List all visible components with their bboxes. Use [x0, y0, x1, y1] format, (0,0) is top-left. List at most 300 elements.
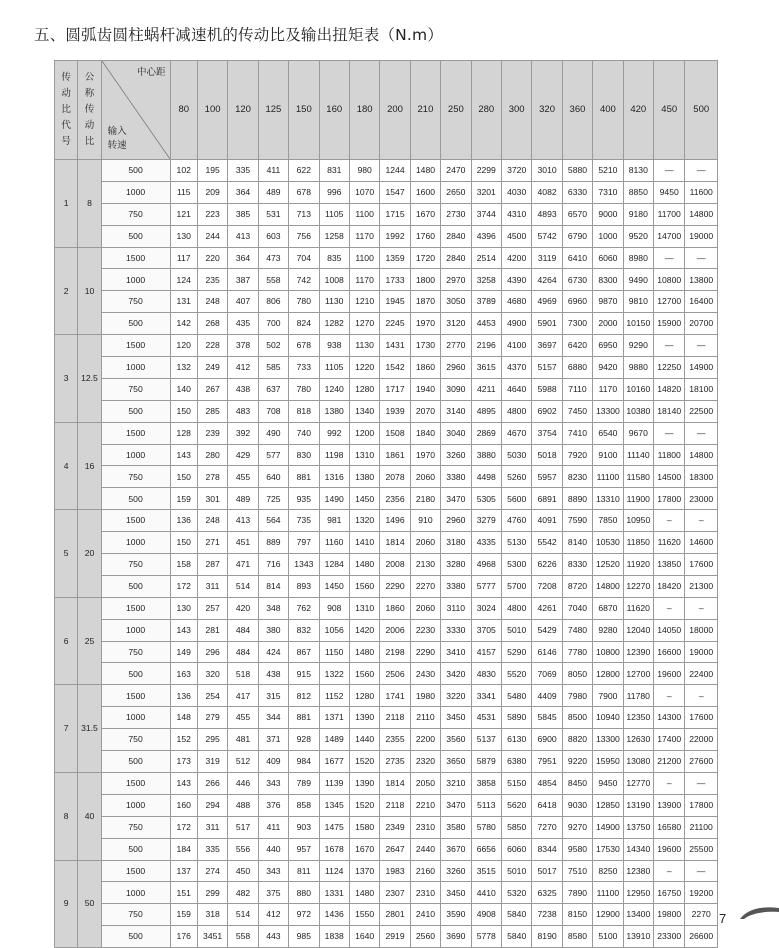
- torque-cell: 5010: [501, 619, 531, 641]
- torque-cell: 438: [228, 378, 258, 400]
- torque-cell: 1800: [410, 269, 440, 291]
- torque-cell: 244: [197, 225, 227, 247]
- torque-cell: 14900: [593, 816, 623, 838]
- torque-cell: 2320: [410, 751, 440, 773]
- table-row: [55, 313, 718, 335]
- torque-cell: 1670: [410, 203, 440, 225]
- torque-cell: 7850: [593, 510, 623, 532]
- torque-cell: 8980: [623, 247, 653, 269]
- torque-cell: 556: [228, 838, 258, 860]
- table-row: [55, 838, 718, 860]
- ratio-code-cell: 1: [55, 160, 78, 248]
- torque-cell: 8720: [562, 575, 592, 597]
- torque-cell: 6226: [532, 554, 562, 576]
- header-code: [55, 61, 78, 160]
- torque-cell: –: [654, 772, 685, 794]
- torque-cell: —: [685, 160, 718, 182]
- torque-cell: 981: [319, 510, 349, 532]
- torque-cell: 502: [258, 335, 288, 357]
- torque-cell: 835: [319, 247, 349, 269]
- torque-cell: 2840: [441, 247, 471, 269]
- torque-cell: 12040: [623, 619, 653, 641]
- torque-cell: 12700: [623, 663, 653, 685]
- header-center-150: 150: [289, 61, 319, 160]
- input-speed-cell: 1000: [101, 532, 170, 554]
- torque-cell: 267: [197, 378, 227, 400]
- torque-cell: 2349: [380, 816, 410, 838]
- torque-cell: 637: [258, 378, 288, 400]
- torque-cell: 514: [228, 575, 258, 597]
- torque-cell: 5780: [471, 816, 501, 838]
- torque-cell: 7890: [562, 882, 592, 904]
- torque-cell: 14800: [685, 203, 718, 225]
- table-row: [55, 597, 718, 619]
- table-row: [55, 619, 718, 641]
- torque-cell: 716: [258, 554, 288, 576]
- torque-cell: 832: [289, 619, 319, 641]
- torque-cell: 1440: [349, 729, 379, 751]
- center-distance-label: 中心距: [137, 67, 166, 78]
- torque-cell: —: [654, 160, 685, 182]
- torque-cell: 2060: [410, 597, 440, 619]
- torque-cell: 3280: [441, 554, 471, 576]
- table-row: [55, 532, 718, 554]
- torque-cell: 9180: [623, 203, 653, 225]
- torque-cell: 908: [319, 597, 349, 619]
- torque-cell: 6330: [562, 181, 592, 203]
- torque-cell: 279: [197, 707, 227, 729]
- torque-cell: 13800: [685, 269, 718, 291]
- input-speed-cell: 1500: [101, 597, 170, 619]
- torque-cell: 1371: [319, 707, 349, 729]
- torque-cell: 3279: [471, 510, 501, 532]
- torque-cell: 440: [258, 838, 288, 860]
- torque-cell: 25500: [685, 838, 718, 860]
- torque-cell: 678: [289, 335, 319, 357]
- torque-cell: 21100: [685, 816, 718, 838]
- torque-cell: 22500: [685, 400, 718, 422]
- table-row: [55, 882, 718, 904]
- torque-cell: 700: [258, 313, 288, 335]
- torque-cell: 248: [197, 291, 227, 313]
- nominal-ratio-cell: 10: [78, 247, 101, 335]
- torque-cell: 12380: [623, 860, 653, 882]
- torque-cell: 12900: [593, 904, 623, 926]
- torque-cell: 311: [197, 816, 227, 838]
- torque-cell: 143: [170, 444, 197, 466]
- torque-cell: 2078: [380, 466, 410, 488]
- torque-cell: 12850: [593, 794, 623, 816]
- torque-cell: 2506: [380, 663, 410, 685]
- torque-cell: 1240: [319, 378, 349, 400]
- torque-cell: 11780: [623, 685, 653, 707]
- torque-cell: 4409: [532, 685, 562, 707]
- torque-cell: 1139: [319, 772, 349, 794]
- input-speed-cell: 500: [101, 663, 170, 685]
- torque-cell: 5429: [532, 619, 562, 641]
- torque-cell: 7980: [562, 685, 592, 707]
- torque-cell: 4895: [471, 400, 501, 422]
- torque-cell: 1198: [319, 444, 349, 466]
- torque-cell: 2110: [410, 707, 440, 729]
- torque-cell: 3380: [441, 466, 471, 488]
- torque-cell: 14820: [654, 378, 685, 400]
- torque-cell: 299: [197, 882, 227, 904]
- torque-cell: 435: [228, 313, 258, 335]
- torque-cell: 136: [170, 510, 197, 532]
- torque-cell: 3789: [471, 291, 501, 313]
- torque-cell: 622: [289, 160, 319, 182]
- torque-cell: 6060: [501, 838, 531, 860]
- header-center-400: 400: [593, 61, 623, 160]
- input-speed-cell: 500: [101, 225, 170, 247]
- torque-cell: 22000: [685, 729, 718, 751]
- torque-cell: 13310: [593, 488, 623, 510]
- torque-cell: 2960: [441, 510, 471, 532]
- torque-cell: 376: [258, 794, 288, 816]
- input-speed-cell: 1500: [101, 772, 170, 794]
- torque-cell: 4969: [532, 291, 562, 313]
- torque-cell: 1270: [349, 313, 379, 335]
- torque-cell: 12250: [654, 357, 685, 379]
- torque-cell: 301: [197, 488, 227, 510]
- table-row: [55, 926, 718, 948]
- torque-cell: 5777: [471, 575, 501, 597]
- torque-cell: 518: [228, 663, 258, 685]
- torque-cell: 12630: [623, 729, 653, 751]
- torque-cell: 7110: [562, 378, 592, 400]
- ratio-code-cell: 5: [55, 510, 78, 598]
- header-diagonal: [101, 61, 170, 160]
- torque-cell: 1450: [319, 575, 349, 597]
- torque-cell: 3697: [532, 335, 562, 357]
- torque-cell: 5300: [501, 554, 531, 576]
- torque-cell: 5742: [532, 225, 562, 247]
- torque-table: [54, 60, 718, 948]
- torque-cell: 9880: [623, 357, 653, 379]
- torque-cell: 4157: [471, 641, 501, 663]
- torque-cell: 725: [258, 488, 288, 510]
- table-row: [55, 335, 718, 357]
- torque-cell: 4640: [501, 378, 531, 400]
- torque-cell: 348: [258, 597, 288, 619]
- torque-cell: 1359: [380, 247, 410, 269]
- torque-cell: 957: [289, 838, 319, 860]
- torque-cell: 228: [197, 335, 227, 357]
- table-row: [55, 816, 718, 838]
- torque-cell: 2180: [410, 488, 440, 510]
- nominal-ratio-cell: 50: [78, 860, 101, 948]
- torque-cell: –: [654, 685, 685, 707]
- torque-cell: 4261: [532, 597, 562, 619]
- torque-cell: 1939: [380, 400, 410, 422]
- torque-cell: —: [685, 422, 718, 444]
- torque-cell: 21200: [654, 751, 685, 773]
- torque-cell: 6730: [562, 269, 592, 291]
- torque-cell: 517: [228, 816, 258, 838]
- table-row: [55, 685, 718, 707]
- torque-cell: 2310: [410, 816, 440, 838]
- torque-cell: 2514: [471, 247, 501, 269]
- torque-cell: 8890: [562, 488, 592, 510]
- torque-cell: 1838: [319, 926, 349, 948]
- torque-cell: 780: [289, 378, 319, 400]
- torque-cell: 132: [170, 357, 197, 379]
- torque-cell: 4335: [471, 532, 501, 554]
- torque-cell: 733: [289, 357, 319, 379]
- torque-cell: 14500: [654, 466, 685, 488]
- torque-cell: 7480: [562, 619, 592, 641]
- nominal-ratio-cell: 12.5: [78, 335, 101, 423]
- torque-cell: 344: [258, 707, 288, 729]
- torque-cell: 473: [258, 247, 288, 269]
- table-row: [55, 904, 718, 926]
- torque-cell: 131: [170, 291, 197, 313]
- torque-cell: 17600: [685, 554, 718, 576]
- torque-cell: 4500: [501, 225, 531, 247]
- torque-cell: 21300: [685, 575, 718, 597]
- torque-cell: 5700: [501, 575, 531, 597]
- torque-cell: 985: [289, 926, 319, 948]
- torque-cell: 2270: [685, 904, 718, 926]
- torque-cell: 3260: [441, 444, 471, 466]
- input-speed-cell: 1000: [101, 269, 170, 291]
- torque-cell: 1152: [319, 685, 349, 707]
- torque-cell: 8344: [532, 838, 562, 860]
- torque-cell: 3670: [441, 838, 471, 860]
- torque-cell: 9490: [623, 269, 653, 291]
- torque-cell: 3040: [441, 422, 471, 444]
- input-speed-cell: 750: [101, 904, 170, 926]
- torque-cell: 4800: [501, 400, 531, 422]
- torque-cell: 577: [258, 444, 288, 466]
- torque-cell: 1508: [380, 422, 410, 444]
- torque-cell: 7069: [532, 663, 562, 685]
- torque-cell: 735: [289, 510, 319, 532]
- input-speed-cell: 500: [101, 838, 170, 860]
- torque-cell: 27600: [685, 751, 718, 773]
- torque-cell: 5778: [471, 926, 501, 948]
- input-speed-label: 输入 转速: [107, 126, 127, 151]
- torque-cell: 756: [289, 225, 319, 247]
- torque-cell: 18100: [685, 378, 718, 400]
- table-row: [55, 357, 718, 379]
- torque-cell: 143: [170, 619, 197, 641]
- torque-cell: 814: [258, 575, 288, 597]
- torque-cell: 18000: [685, 619, 718, 641]
- ratio-code-cell: 4: [55, 422, 78, 510]
- torque-cell: 311: [197, 575, 227, 597]
- torque-cell: 176: [170, 926, 197, 948]
- torque-cell: 484: [228, 619, 258, 641]
- torque-cell: 915: [289, 663, 319, 685]
- torque-cell: 1715: [380, 203, 410, 225]
- torque-cell: 713: [289, 203, 319, 225]
- torque-cell: 10950: [623, 510, 653, 532]
- torque-cell: 23300: [654, 926, 685, 948]
- torque-cell: 1322: [319, 663, 349, 685]
- input-speed-cell: 1500: [101, 510, 170, 532]
- torque-cell: 19000: [685, 641, 718, 663]
- torque-cell: 640: [258, 466, 288, 488]
- torque-cell: 4760: [501, 510, 531, 532]
- table-row: [55, 860, 718, 882]
- torque-cell: 996: [319, 181, 349, 203]
- torque-cell: 1983: [380, 860, 410, 882]
- torque-cell: 1870: [410, 291, 440, 313]
- torque-cell: 10800: [593, 641, 623, 663]
- torque-cell: 2290: [410, 641, 440, 663]
- torque-cell: 880: [289, 882, 319, 904]
- torque-cell: 13080: [623, 751, 653, 773]
- torque-cell: 4091: [532, 510, 562, 532]
- torque-cell: 488: [228, 794, 258, 816]
- torque-cell: 6420: [562, 335, 592, 357]
- torque-cell: 797: [289, 532, 319, 554]
- torque-cell: 12800: [593, 663, 623, 685]
- torque-cell: 4670: [501, 422, 531, 444]
- torque-cell: 2440: [410, 838, 440, 860]
- torque-cell: 266: [197, 772, 227, 794]
- torque-cell: 413: [228, 510, 258, 532]
- torque-cell: 13850: [654, 554, 685, 576]
- torque-cell: 19800: [654, 904, 685, 926]
- torque-cell: 489: [228, 488, 258, 510]
- table-row: [55, 466, 718, 488]
- torque-cell: 2060: [410, 466, 440, 488]
- torque-cell: 7780: [562, 641, 592, 663]
- header-center-280: 280: [471, 61, 501, 160]
- torque-cell: 1370: [349, 860, 379, 882]
- torque-cell: 1100: [349, 247, 379, 269]
- torque-cell: 8580: [562, 926, 592, 948]
- torque-cell: 1860: [380, 597, 410, 619]
- torque-cell: 120: [170, 335, 197, 357]
- torque-cell: 1980: [410, 685, 440, 707]
- torque-cell: 14050: [654, 619, 685, 641]
- torque-cell: 3110: [441, 597, 471, 619]
- torque-cell: 172: [170, 816, 197, 838]
- input-speed-cell: 750: [101, 466, 170, 488]
- torque-cell: 409: [258, 751, 288, 773]
- torque-cell: 11100: [593, 466, 623, 488]
- torque-cell: 3450: [441, 882, 471, 904]
- torque-cell: 5850: [501, 816, 531, 838]
- torque-cell: 2160: [410, 860, 440, 882]
- torque-cell: 811: [289, 860, 319, 882]
- torque-cell: 5010: [501, 860, 531, 882]
- header-center-80: 80: [170, 61, 197, 160]
- table-row: [55, 707, 718, 729]
- torque-cell: 6870: [593, 597, 623, 619]
- header-ratio: [78, 61, 101, 160]
- torque-cell: 5600: [501, 488, 531, 510]
- torque-cell: 3260: [441, 860, 471, 882]
- torque-cell: 1160: [319, 532, 349, 554]
- torque-cell: 3690: [441, 926, 471, 948]
- nominal-ratio-cell: 31.5: [78, 685, 101, 773]
- torque-cell: 184: [170, 838, 197, 860]
- torque-cell: 780: [289, 291, 319, 313]
- torque-cell: —: [654, 335, 685, 357]
- torque-cell: 6418: [532, 794, 562, 816]
- torque-cell: 742: [289, 269, 319, 291]
- torque-cell: 1861: [380, 444, 410, 466]
- torque-cell: 417: [228, 685, 258, 707]
- table-body: [55, 160, 718, 948]
- header-center-250: 250: [441, 61, 471, 160]
- torque-cell: 148: [170, 707, 197, 729]
- header-ratio-char: 比: [84, 136, 95, 147]
- torque-cell: 15950: [593, 751, 623, 773]
- torque-cell: 1992: [380, 225, 410, 247]
- torque-cell: 1280: [349, 685, 379, 707]
- input-speed-cell: 500: [101, 926, 170, 948]
- torque-cell: 429: [228, 444, 258, 466]
- torque-cell: 1814: [380, 772, 410, 794]
- torque-cell: 18420: [654, 575, 685, 597]
- torque-cell: 268: [197, 313, 227, 335]
- torque-cell: 5290: [501, 641, 531, 663]
- torque-cell: 371: [258, 729, 288, 751]
- torque-cell: 2410: [410, 904, 440, 926]
- torque-cell: 7510: [562, 860, 592, 882]
- torque-cell: 1070: [349, 181, 379, 203]
- torque-cell: 2470: [441, 160, 471, 182]
- torque-cell: 17530: [593, 838, 623, 860]
- torque-cell: 10160: [623, 378, 653, 400]
- torque-cell: 412: [228, 357, 258, 379]
- torque-cell: 3180: [441, 532, 471, 554]
- torque-cell: 254: [197, 685, 227, 707]
- torque-cell: 173: [170, 751, 197, 773]
- torque-cell: 3201: [471, 181, 501, 203]
- torque-cell: 1550: [349, 904, 379, 926]
- torque-cell: 19000: [685, 225, 718, 247]
- torque-cell: 1741: [380, 685, 410, 707]
- torque-cell: 5130: [501, 532, 531, 554]
- torque-cell: 13750: [623, 816, 653, 838]
- torque-cell: 489: [258, 181, 288, 203]
- torque-cell: 935: [289, 488, 319, 510]
- torque-cell: 11700: [654, 203, 685, 225]
- torque-cell: 7300: [562, 313, 592, 335]
- torque-cell: 1717: [380, 378, 410, 400]
- torque-cell: 483: [228, 400, 258, 422]
- torque-cell: 1730: [410, 335, 440, 357]
- header-center-160: 160: [319, 61, 349, 160]
- torque-cell: 8230: [562, 466, 592, 488]
- torque-cell: 2060: [410, 532, 440, 554]
- header-center-300: 300: [501, 61, 531, 160]
- torque-cell: 172: [170, 575, 197, 597]
- torque-cell: 3119: [532, 247, 562, 269]
- torque-cell: 239: [197, 422, 227, 444]
- torque-cell: 1475: [319, 816, 349, 838]
- torque-cell: 482: [228, 882, 258, 904]
- torque-cell: 1489: [319, 729, 349, 751]
- torque-cell: 142: [170, 313, 197, 335]
- torque-cell: 9220: [562, 751, 592, 773]
- torque-cell: 5260: [501, 466, 531, 488]
- torque-cell: 3560: [441, 729, 471, 751]
- torque-cell: 411: [258, 816, 288, 838]
- torque-cell: 6790: [562, 225, 592, 247]
- torque-cell: 137: [170, 860, 197, 882]
- input-speed-cell: 750: [101, 291, 170, 313]
- torque-cell: 26600: [685, 926, 718, 948]
- torque-cell: 992: [319, 422, 349, 444]
